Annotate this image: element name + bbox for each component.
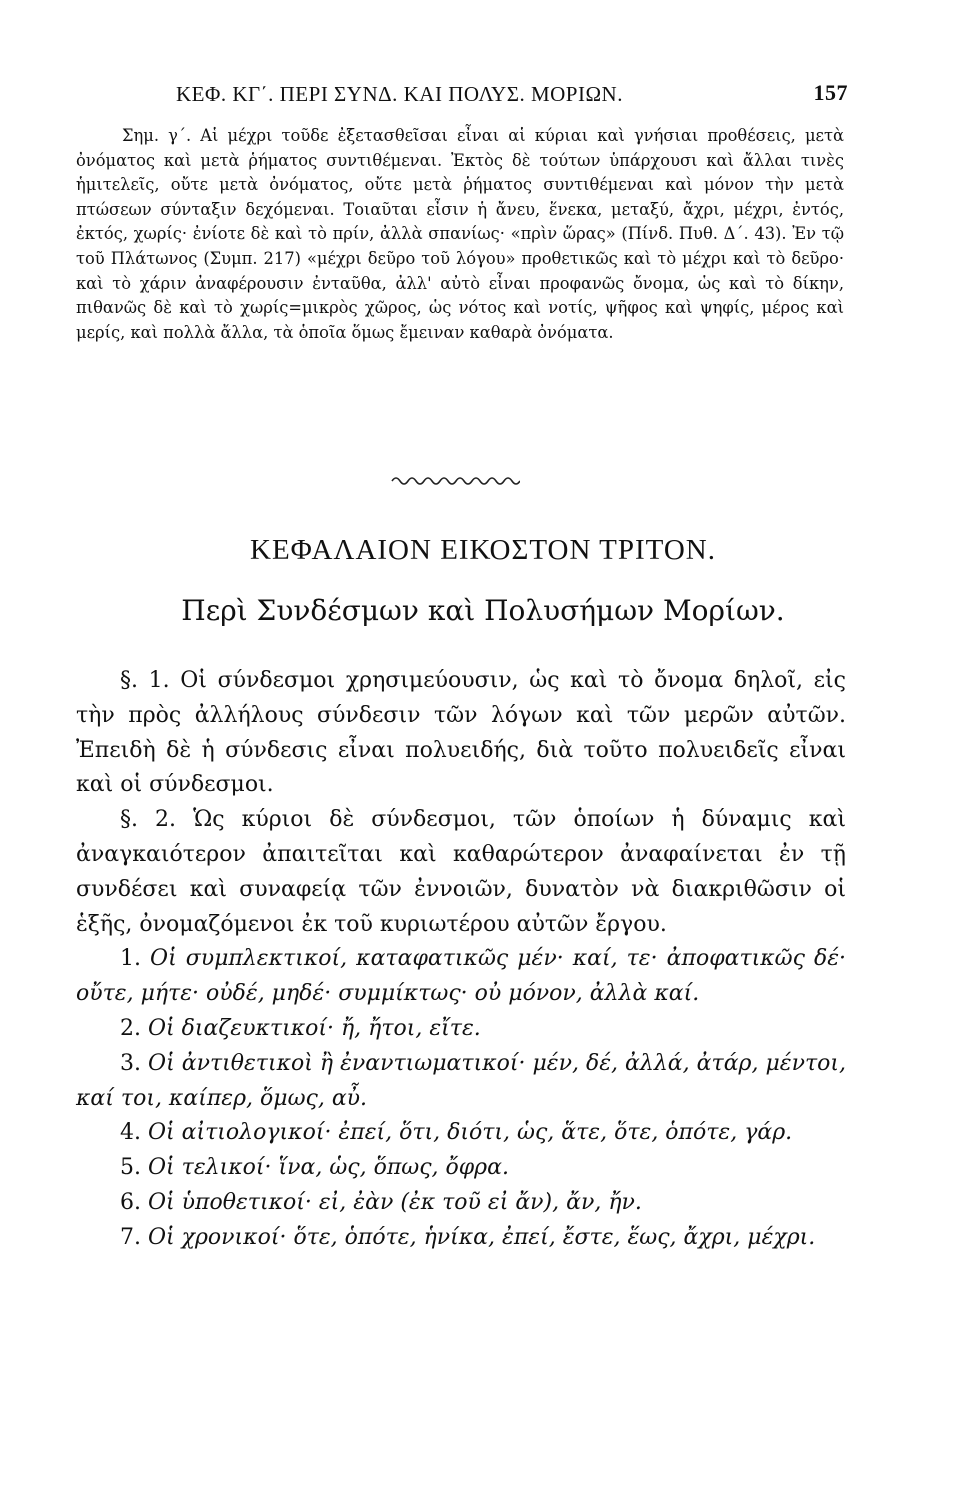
list-item (76, 1151, 846, 1186)
running-head-title: ΚΕΦ. ΚΓ΄. ΠΕΡΙ ΣΥΝΔ. ΚΑΙ ΠΟΛΥΣ. ΜΟΡΙΩΝ. (176, 82, 623, 106)
list-item-text: Οἱ χρονικοί· ὅτε, ὁπότε, ἡνίκα, ἐπεί, ἔστε, ἕως, ἄχρι, μέχρι. (148, 1224, 816, 1250)
list-item (76, 942, 846, 1012)
chapter-heading: ΚΕΦΑΛΑΙΟΝ ΕΙΚΟΣΤΟΝ ΤΡΙΤΟΝ. (250, 534, 716, 566)
list-item (76, 1012, 846, 1047)
list-item-text: Οἱ τελικοί· ἵνα, ὡς, ὅπως, ὄφρα. (148, 1155, 509, 1181)
wavy-divider-ornament (390, 473, 520, 489)
running-head (176, 82, 848, 107)
list-item-number: 5. (120, 1155, 141, 1181)
list-item-text: Οἱ ἀντιθετικοὶ ἢ ἐναντιωματικοί· μέν, δέ, ἀλλά, ἀτάρ, μέντοι, καί τοι, καίπερ, ὅμως, αὖ. (76, 1050, 847, 1111)
note-text: Σημ. γ΄. Αἱ μέχρι τοῦδε ἐξετασθεῖσαι εἶναι αἱ κύριαι καὶ γνήσιαι προθέσεις, μετὰ ὀνόματος καὶ μετὰ ῥήματος συντιθέμεναι. Ἐκτὸς δὲ τούτων ὑπάρχουσι καὶ ἄλλαι τινὲς ἡμιτελεῖς, οὔτε μετὰ ὀνόματος, οὔτε μετὰ ῥήματος συντιθέμεναι καὶ μόνον τὴν μετὰ πτώσεων σύνταξιν δεχόμεναι. Τοιαῦται εἶσιν ἡ ἄνευ, ἕνεκα, μεταξύ, ἄχρι, μέχρι, ἐντός, ἐκτός, χωρίς· ἐνίοτε δὲ καὶ τὸ πρίν, ἀλλὰ σπανίως· «πρὶν ὥρας» (Πίνδ. Πυθ. Δ΄. 43). Ἐν τῷ τοῦ Πλάτωνος (Συμπ. 217) «μέχρι δεῦρο τοῦ λόγου» προθετικῶς καὶ τὸ μέχρι καὶ τὸ δεῦρο· καὶ τὸ χάριν ἀναφέρουσιν ἐνταῦθα, ἀλλ' αὐτὸ εἶναι προφανῶς ὄνομα, ὡς καὶ τὸ δίκην, πιθανῶς δὲ καὶ τὸ χωρίς=μικρὸς χῶρος, ὡς νότος καὶ νοτίς, ψῆφος καὶ ψηφίς, μέρος καὶ μερίς, καὶ πολλὰ ἄλλα, τὰ ὁποῖα ὅμως ἔμειναν καθαρὰ ὀνόματα. (76, 126, 844, 342)
list-item-number: 6. (120, 1189, 141, 1215)
list-item-number: 4. (120, 1120, 141, 1146)
paragraph-1: §. 1. Οἱ σύνδεσμοι χρησιμεύουσιν, ὡς καὶ τὸ ὄνομα δηλοῖ, εἰς τὴν πρὸς ἀλλήλους σύνδεσιν τῶν λόγων καὶ τῶν μερῶν αὐτῶν. Ἐπειδὴ δὲ ἡ σύνδεσις εἶναι πολυειδής, διὰ τοῦτο πολυειδεῖς εἶναι καὶ οἱ σύνδεσμοι. (76, 668, 846, 798)
list-item-number: 7. (120, 1224, 141, 1250)
list-item-number: 3. (120, 1050, 141, 1076)
list-item (76, 1221, 846, 1256)
list-item (76, 1047, 846, 1117)
note-block (76, 124, 844, 345)
main-text (76, 664, 846, 1256)
list-item-text: Οἱ συμπλεκτικοί, καταφατικῶς μέν· καί, τε· ἀποφατικῶς δέ· οὔτε, μήτε· οὐδέ, μηδέ· συμμίκτως· οὐ μόνον, ἀλλὰ καί. (76, 946, 846, 1007)
list-item-number: 1. (120, 946, 141, 972)
list-item-text: Οἱ διαζευκτικοί· ἤ, ἤτοι, εἴτε. (148, 1015, 481, 1041)
list-item (76, 1116, 846, 1151)
chapter-subheading: Περὶ Συνδέσμων καὶ Πολυσήμων Μορίων. (181, 594, 785, 627)
list-item-number: 2. (120, 1015, 141, 1041)
page-number: 157 (813, 80, 848, 105)
list-item (76, 1186, 846, 1221)
list-item-text: Οἱ αἰτιολογικοί· ἐπεί, ὅτι, διότι, ὡς, ἅτε, ὅτε, ὁπότε, γάρ. (148, 1120, 793, 1146)
list-item-text: Οἱ ὑποθετικοί· εἰ, ἐὰν (ἐκ τοῦ εἰ ἄν), ἄν, ἤν. (148, 1189, 642, 1215)
paragraph-2: §. 2. Ὡς κύριοι δὲ σύνδεσμοι, τῶν ὁποίων ἡ δύναμις καὶ ἀναγκαιότερον ἀπαιτεῖται καὶ καθαρώτερον ἀναφαίνεται ἐν τῇ συνδέσει καὶ συναφείᾳ τῶν ἐννοιῶν, δυνατὸν νὰ διακριθῶσιν οἱ ἑξῆς, ὀνομαζόμενοι ἐκ τοῦ κυριωτέρου αὐτῶν ἔργου. (76, 807, 846, 937)
